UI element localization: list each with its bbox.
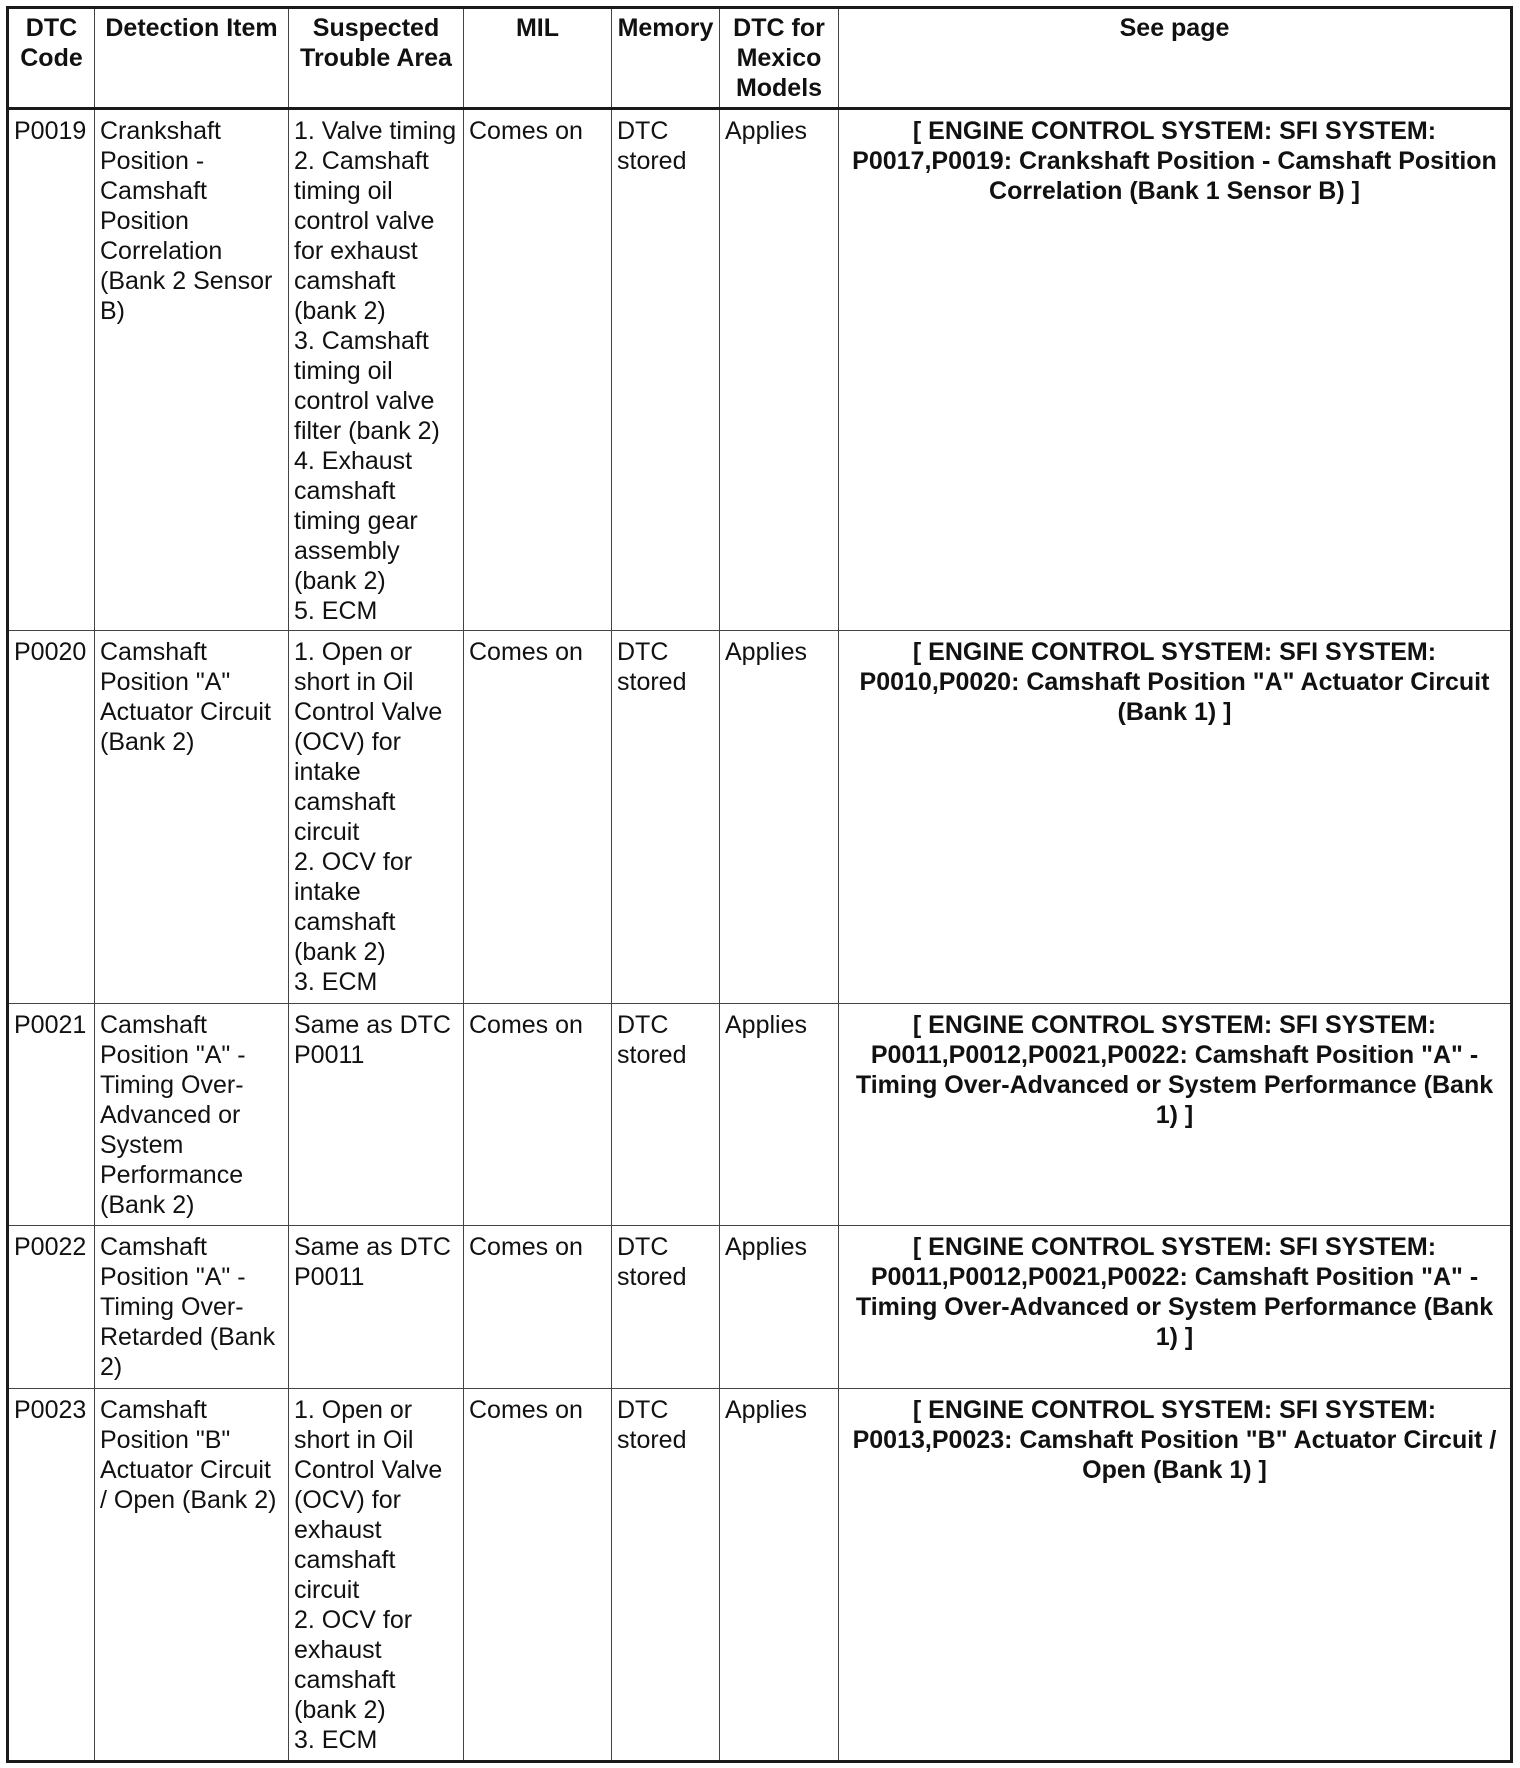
detection-item-cell: Camshaft Position "B" Actuator Circuit / Open (Bank 2): [95, 1389, 289, 1762]
mil-cell: Comes on: [464, 1004, 612, 1226]
see-page-link[interactable]: [ ENGINE CONTROL SYSTEM: SFI SYSTEM: P0017,P0019: Crankshaft Position - Camshaft Position Correlation (Bank 1 Sensor B) ]: [839, 109, 1512, 631]
memory-cell: DTC stored: [612, 109, 720, 631]
header-mil: MIL: [464, 8, 612, 109]
see-page-link[interactable]: [ ENGINE CONTROL SYSTEM: SFI SYSTEM: P0011,P0012,P0021,P0022: Camshaft Position "A" - Timing Over-Advanced or System Performance (Bank 1) ]: [839, 1226, 1512, 1389]
table-row: [8, 1226, 1512, 1389]
table-body: [8, 109, 1512, 1762]
mil-cell: Comes on: [464, 109, 612, 631]
table-row: [8, 109, 1512, 631]
header-see-page: See page: [839, 8, 1512, 109]
detection-item-cell: Crankshaft Position - Camshaft Position Correlation (Bank 2 Sensor B): [95, 109, 289, 631]
mexico-cell: Applies: [720, 631, 839, 1004]
dtc-code-cell: P0022: [8, 1226, 95, 1389]
detection-item-cell: Camshaft Position "A" - Timing Over-Advanced or System Performance (Bank 2): [95, 1004, 289, 1226]
dtc-code-cell: P0023: [8, 1389, 95, 1762]
mexico-cell: Applies: [720, 1004, 839, 1226]
trouble-area-cell: 1. Open or short in Oil Control Valve (OCV) for exhaust camshaft circuit 2. OCV for exhaust camshaft (bank 2) 3. ECM: [289, 1389, 464, 1762]
trouble-area-cell: 1. Valve timing 2. Camshaft timing oil control valve for exhaust camshaft (bank 2) 3. Camshaft timing oil control valve filter (bank 2) 4. Exhaust camshaft timing gear assembly (bank 2) 5. ECM: [289, 109, 464, 631]
header-detection-item: Detection Item: [95, 8, 289, 109]
header-row: [8, 8, 1512, 109]
trouble-area-cell: Same as DTC P0011: [289, 1226, 464, 1389]
memory-cell: DTC stored: [612, 1389, 720, 1762]
header-suspected-trouble-area: Suspected Trouble Area: [289, 8, 464, 109]
see-page-link[interactable]: [ ENGINE CONTROL SYSTEM: SFI SYSTEM: P0013,P0023: Camshaft Position "B" Actuator Circuit / Open (Bank 1) ]: [839, 1389, 1512, 1762]
dtc-table: [6, 6, 1513, 1763]
memory-cell: DTC stored: [612, 1226, 720, 1389]
mil-cell: Comes on: [464, 1389, 612, 1762]
detection-item-cell: Camshaft Position "A" - Timing Over-Retarded (Bank 2): [95, 1226, 289, 1389]
table-row: [8, 1389, 1512, 1762]
detection-item-cell: Camshaft Position "A" Actuator Circuit (Bank 2): [95, 631, 289, 1004]
memory-cell: DTC stored: [612, 631, 720, 1004]
mexico-cell: Applies: [720, 109, 839, 631]
mil-cell: Comes on: [464, 631, 612, 1004]
see-page-link[interactable]: [ ENGINE CONTROL SYSTEM: SFI SYSTEM: P0010,P0020: Camshaft Position "A" Actuator Circuit (Bank 1) ]: [839, 631, 1512, 1004]
mexico-cell: Applies: [720, 1226, 839, 1389]
dtc-code-cell: P0021: [8, 1004, 95, 1226]
header-memory: Memory: [612, 8, 720, 109]
mil-cell: Comes on: [464, 1226, 612, 1389]
trouble-area-cell: Same as DTC P0011: [289, 1004, 464, 1226]
memory-cell: DTC stored: [612, 1004, 720, 1226]
dtc-code-cell: P0020: [8, 631, 95, 1004]
table-row: [8, 1004, 1512, 1226]
table-header: [8, 8, 1512, 109]
dtc-code-cell: P0019: [8, 109, 95, 631]
trouble-area-cell: 1. Open or short in Oil Control Valve (OCV) for intake camshaft circuit 2. OCV for intake camshaft (bank 2) 3. ECM: [289, 631, 464, 1004]
header-dtc-for-mexico-models: DTC for Mexico Models: [720, 8, 839, 109]
table-row: [8, 631, 1512, 1004]
mexico-cell: Applies: [720, 1389, 839, 1762]
see-page-link[interactable]: [ ENGINE CONTROL SYSTEM: SFI SYSTEM: P0011,P0012,P0021,P0022: Camshaft Position "A" - Timing Over-Advanced or System Performance (Bank 1) ]: [839, 1004, 1512, 1226]
header-dtc-code: DTC Code: [8, 8, 95, 109]
